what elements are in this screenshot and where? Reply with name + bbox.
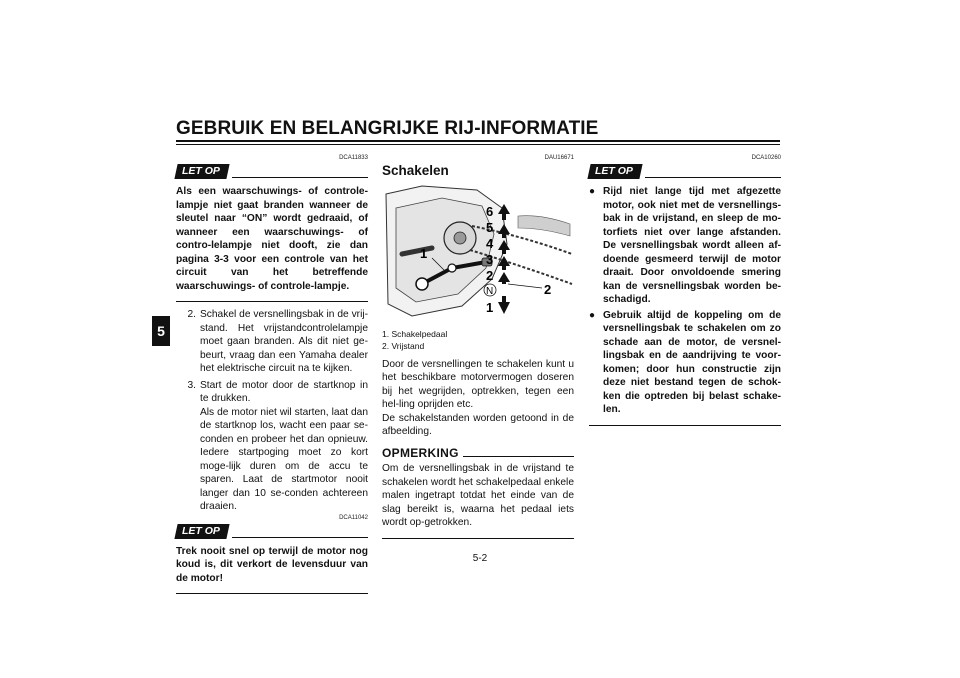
- gear-shift-illustration: [382, 184, 574, 324]
- callout-2: 2: [544, 281, 552, 297]
- caption: 2. Vrijstand: [382, 340, 425, 351]
- list-item: 2. Schakel de versnellingsbak in de vrij-stand. Het vrijstandcontrolelampje moet gaan branden. Als dit niet ge-beurt, vraag dan een Yamaha dealer het elektrische circuit na te kijken.: [187, 309, 368, 374]
- caution-end-rule: [176, 301, 368, 302]
- steps-list: [176, 308, 368, 514]
- caution-code: DCA11042: [339, 514, 368, 521]
- caution-header: [589, 164, 781, 179]
- note-end-rule: [382, 538, 574, 539]
- figure-captions: [382, 328, 574, 352]
- gear-label: 4: [486, 235, 494, 251]
- bullet-icon: ●: [589, 186, 596, 197]
- caution-header: [176, 524, 368, 539]
- gear-label: 5: [486, 219, 494, 235]
- body-paragraph: Door de versnellingen te schakelen kunt u het beschikbare motorvermogen doseren bij het wegrijden, optrekken, tegen een hel-ling oprijden etc.: [382, 358, 574, 410]
- bullet-item: ● Rijd niet lange tijd met afgezette motor, ook niet met de versnellings-bak in de vrijstand, en sleep de mo-torfiets niet over lange afstanden. De versnellingsbak wordt alleen af-doende gesmeerd terwijl de motor draait. Door onvoldoende smering kan de versnellingsbak worden be-schadigd.: [589, 186, 781, 305]
- column-left: [176, 150, 368, 594]
- title-rule: [176, 140, 780, 142]
- caution-header: [176, 164, 368, 179]
- list-item: 3. Start de motor door de startknop in te drukken. Als de motor niet wil starten, laat dan de startknop los, wacht een paar se-conden en probeer het dan opnieuw. Iedere startpoging moet zo kort moge-lijk duren om de accu te sparen. Laat de startmotor nooit langer dan 10 se-conden achtereen draaien.: [187, 379, 368, 512]
- caution-code: DCA10260: [751, 155, 781, 161]
- note-label: OPMERKING: [382, 445, 459, 460]
- title-rule-thin: [176, 144, 780, 145]
- shift-down-arrow: [498, 296, 510, 314]
- caption: 1. Schakelpedaal: [382, 328, 448, 339]
- caution-end-rule: [589, 425, 781, 426]
- gear-label: 1: [486, 299, 494, 315]
- caution-badge: LET OP: [174, 524, 229, 539]
- caution-badge: LET OP: [174, 164, 229, 179]
- gear-label: N: [486, 285, 494, 297]
- note-text: Om de versnellingsbak in de vrijstand te schakelen wordt het schakelpedaal enkele malen ingetrapt totdat het einde van de slag bereikt is, waarna het pedaal iets wordt op-getrokken.: [382, 463, 574, 528]
- page-number: 5-2: [472, 553, 488, 564]
- gear-label: 3: [486, 251, 494, 267]
- bullet-item: ● Gebruik altijd de koppeling om de versnellingsbak te schakelen om zo schade aan de motor, de versnel-lingsbak en de aandrijving te voor-komen; door hun constructie zijn deze niet bestand tegen de schok-ken die optreden bij belast schake-len.: [589, 309, 781, 415]
- section-title: Schakelen: [382, 163, 449, 178]
- note-rule: [463, 456, 574, 457]
- caution-text: Trek nooit snel op terwijl de motor nog koud is, dit verkort de levensduur van de motor!: [176, 545, 368, 584]
- page-title: GEBRUIK EN BELANGRIJKE RIJ-INFORMATIE: [176, 118, 599, 139]
- caution-end-rule: [176, 593, 368, 594]
- column-middle: [382, 150, 574, 539]
- gear-label: 2: [486, 267, 494, 283]
- caution-rule: [232, 537, 368, 538]
- note-header: [382, 447, 574, 461]
- callout-1: 1: [420, 245, 428, 261]
- caution-text: Als een waarschuwings- of controle-lampje niet gaat branden wanneer de sleutel naar “ON” wordt gedraaid, of wanneer een waarschuwings- of contro-lelampje niet dooft, zie dan pagina 3-3 voor een controle van het circuit van het betreffende waarschuwings- of controle-lampje.: [176, 186, 368, 292]
- gear-shift-figure: [382, 184, 574, 324]
- body-paragraph: De schakelstanden worden getoond in de afbeelding.: [382, 412, 574, 437]
- caution-code: DCA11833: [339, 155, 368, 161]
- column-right: [589, 150, 781, 426]
- caution-rule: [232, 177, 368, 178]
- gear-label: 6: [486, 203, 494, 219]
- chapter-tab: 5: [152, 316, 170, 346]
- section-code: DAU16671: [544, 155, 574, 161]
- bullet-icon: ●: [589, 309, 596, 321]
- caution-rule: [645, 177, 781, 178]
- caution-badge: LET OP: [587, 164, 642, 179]
